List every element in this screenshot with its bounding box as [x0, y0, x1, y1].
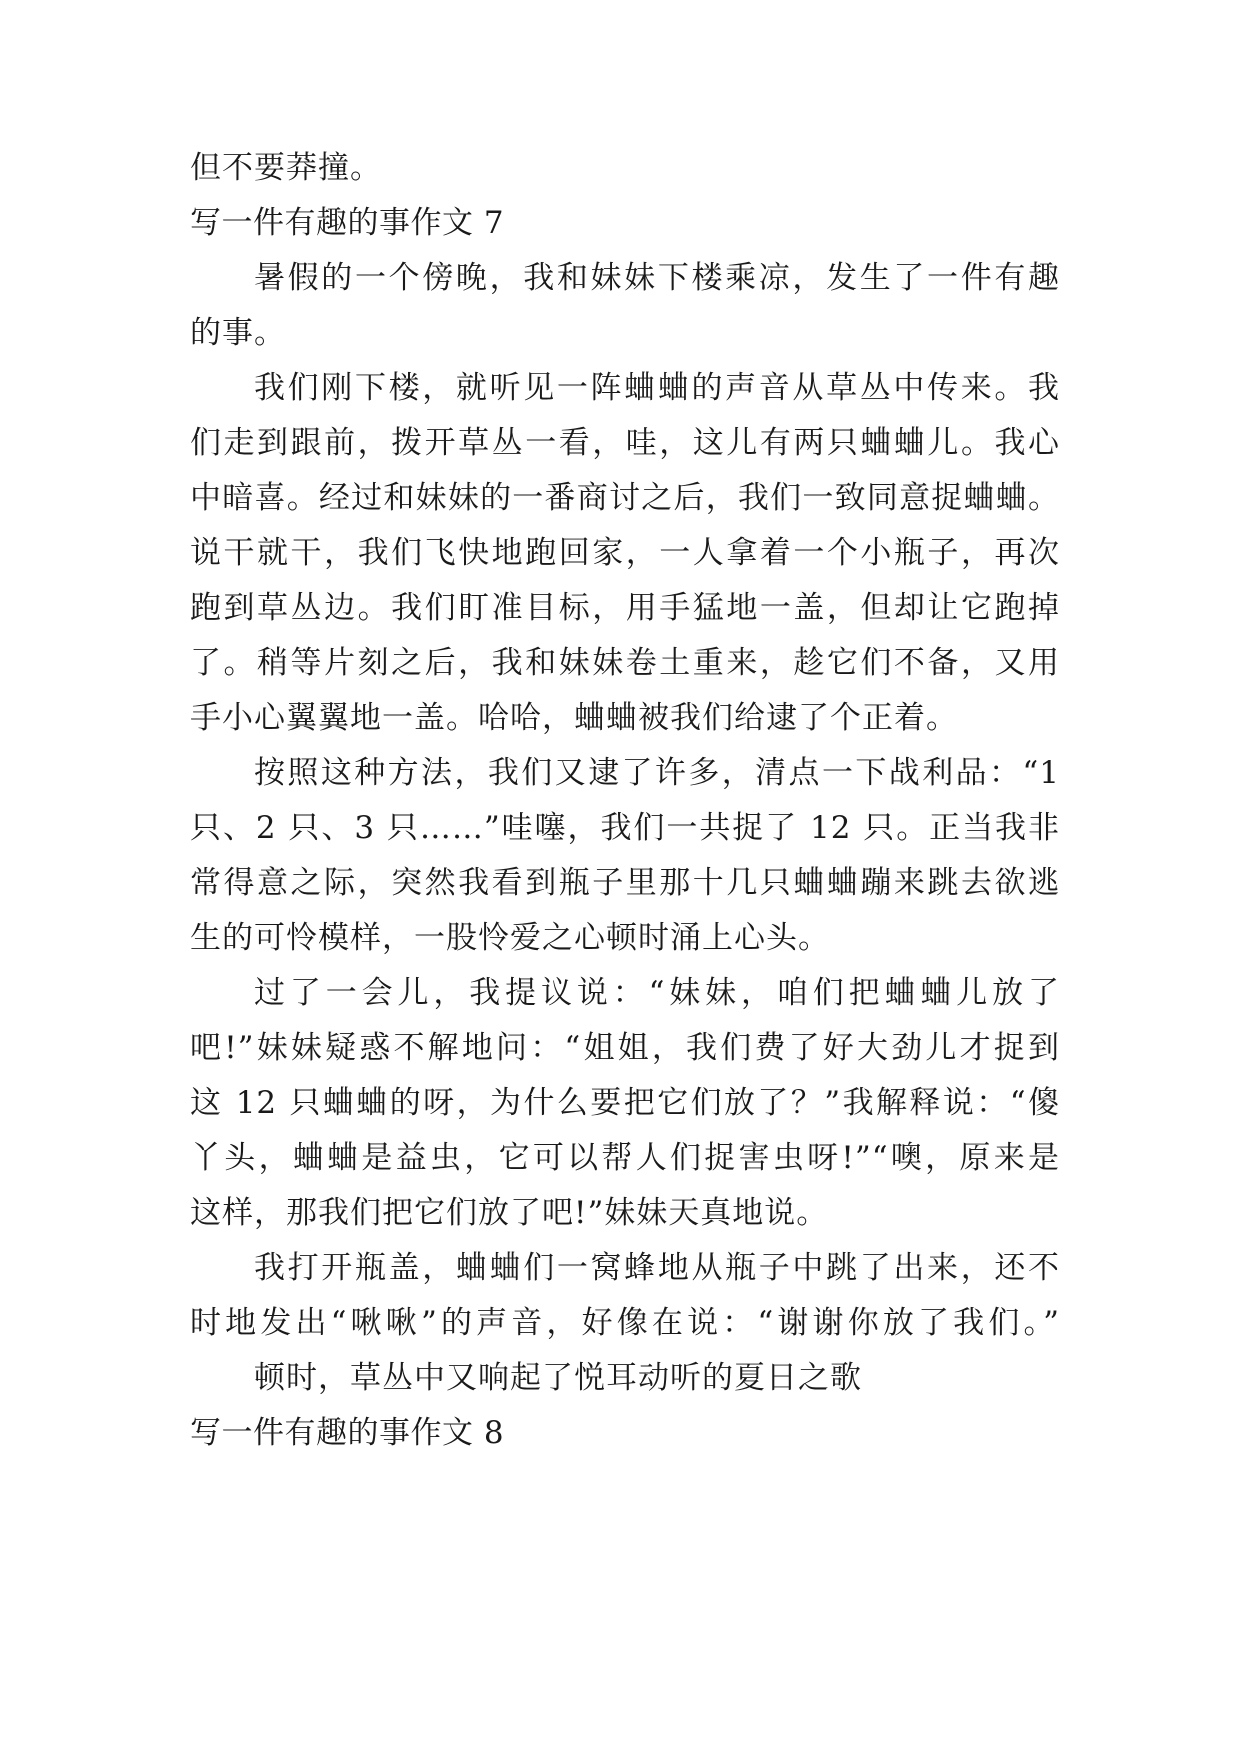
paragraph-line: 按照这种方法，我们又逮了许多，清点一下战利品：“1	[254, 755, 1060, 791]
section-heading: 写一件有趣的事作文 8	[190, 1415, 505, 1451]
paragraph-line: 时地发出“啾啾”的声音，好像在说：“谢谢你放了我们。”	[190, 1305, 1060, 1341]
paragraph-line: 们走到跟前，拨开草丛一看，哇，这儿有两只蛐蛐儿。我心	[190, 425, 1060, 461]
paragraph-line: 丫头，蛐蛐是益虫，它可以帮人们捉害虫呀!”“噢，原来是	[190, 1140, 1060, 1176]
section-heading: 写一件有趣的事作文 7	[190, 205, 505, 241]
paragraph-line: 顿时，草丛中又响起了悦耳动听的夏日之歌	[254, 1360, 862, 1396]
paragraph-line: 了。稍等片刻之后，我和妹妹卷土重来，趁它们不备，又用	[190, 645, 1060, 681]
paragraph-line: 中暗喜。经过和妹妹的一番商讨之后，我们一致同意捉蛐蛐。	[190, 480, 1060, 516]
paragraph-line: 跑到草丛边。我们盯准目标，用手猛地一盖，但却让它跑掉	[190, 590, 1060, 626]
paragraph-line: 生的可怜模样，一股怜爱之心顿时涌上心头。	[190, 920, 830, 956]
paragraph-line: 的事。	[190, 315, 286, 351]
paragraph-line: 我们刚下楼，就听见一阵蛐蛐的声音从草丛中传来。我	[254, 370, 1060, 406]
paragraph-line: 说干就干，我们飞快地跑回家，一人拿着一个小瓶子，再次	[190, 535, 1060, 571]
paragraph-line: 这 12 只蛐蛐的呀，为什么要把它们放了？”我解释说：“傻	[190, 1085, 1060, 1121]
paragraph-line: 过了一会儿，我提议说：“妹妹，咱们把蛐蛐儿放了	[254, 975, 1060, 1011]
paragraph-line: 手小心翼翼地一盖。哈哈，蛐蛐被我们给逮了个正着。	[190, 700, 958, 736]
paragraph-line: 吧!”妹妹疑惑不解地问：“姐姐，我们费了好大劲儿才捉到	[190, 1030, 1060, 1066]
paragraph-line: 但不要莽撞。	[190, 150, 382, 186]
paragraph-line: 这样，那我们把它们放了吧!”妹妹天真地说。	[190, 1195, 829, 1231]
paragraph-line: 常得意之际，突然我看到瓶子里那十几只蛐蛐蹦来跳去欲逃	[190, 865, 1060, 901]
paragraph-line: 只、2 只、3 只……”哇噻，我们一共捉了 12 只。正当我非	[190, 810, 1060, 846]
paragraph-line: 我打开瓶盖，蛐蛐们一窝蜂地从瓶子中跳了出来，还不	[254, 1250, 1060, 1286]
paragraph-line: 暑假的一个傍晚，我和妹妹下楼乘凉，发生了一件有趣	[254, 260, 1060, 296]
